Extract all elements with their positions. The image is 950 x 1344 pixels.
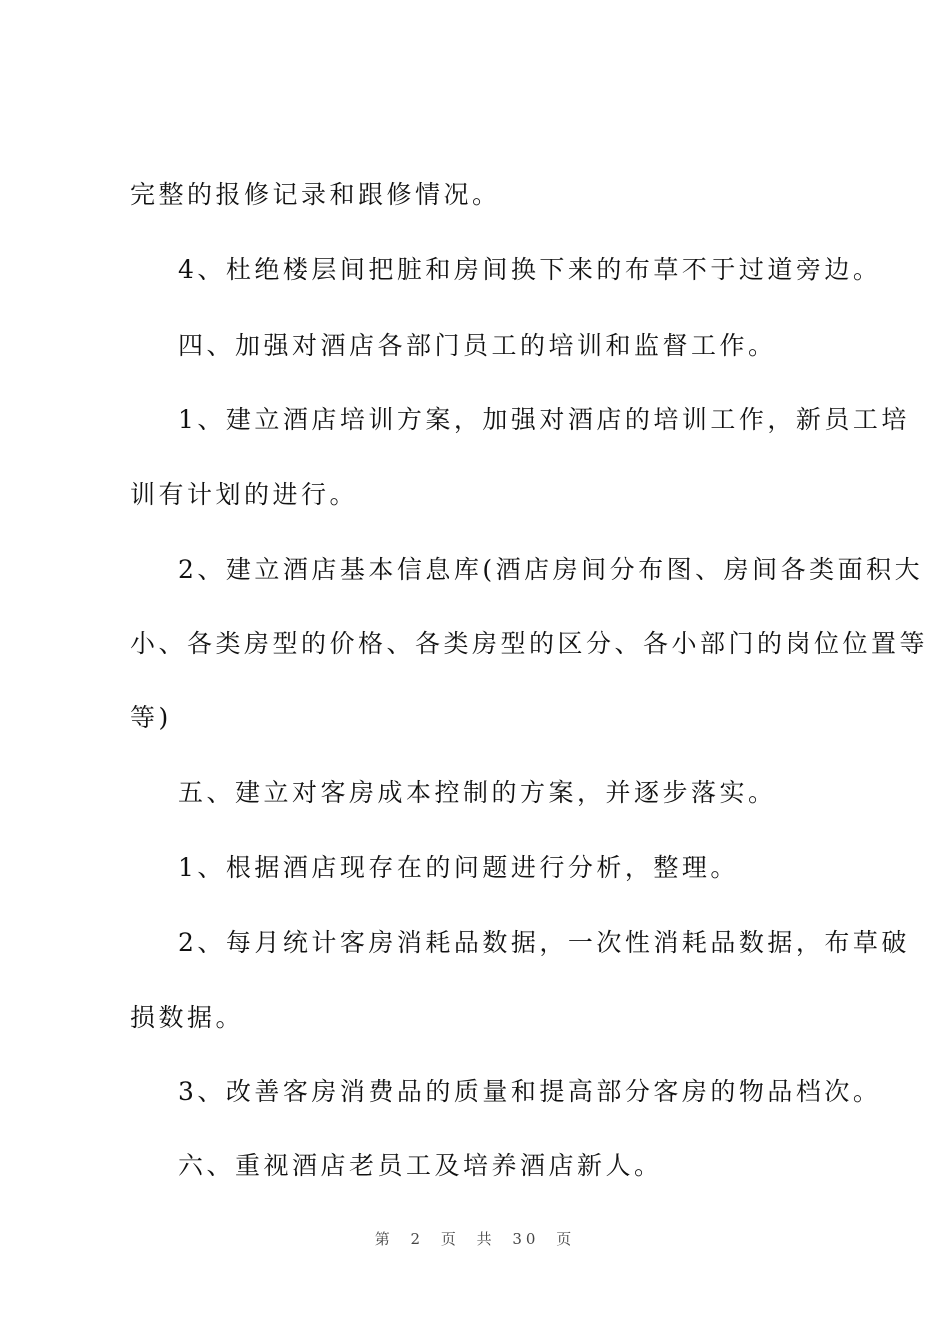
text-line: 等) (130, 703, 172, 732)
section-heading: 六、重视酒店老员工及培养酒店新人。 (178, 1151, 663, 1180)
text-line: 4、杜绝楼层间把脏和房间换下来的布草不于过道旁边。 (178, 255, 882, 284)
text-line: 完整的报修记录和跟修情况。 (130, 180, 501, 209)
text-line: 3、改善客房消费品的质量和提高部分客房的物品档次。 (178, 1077, 882, 1106)
text-line: 损数据。 (130, 1003, 245, 1032)
page-number-footer: 第 2 页 共 30 页 (374, 1230, 576, 1248)
text-line: 2、建立酒店基本信息库(酒店房间分布图、房间各类面积大 (178, 555, 924, 584)
text-line: 训有计划的进行。 (130, 480, 359, 509)
section-heading: 五、建立对客房成本控制的方案，并逐步落实。 (178, 778, 777, 807)
text-line: 2、每月统计客房消耗品数据，一次性消耗品数据，布草破 (178, 928, 910, 957)
section-heading: 四、加强对酒店各部门员工的培训和监督工作。 (178, 331, 777, 360)
text-line: 1、根据酒店现存在的问题进行分析，整理。 (178, 853, 739, 882)
text-line: 1、建立酒店培训方案，加强对酒店的培训工作，新员工培 (178, 405, 910, 434)
text-line: 小、各类房型的价格、各类房型的区分、各小部门的岗位位置等 (130, 629, 929, 658)
